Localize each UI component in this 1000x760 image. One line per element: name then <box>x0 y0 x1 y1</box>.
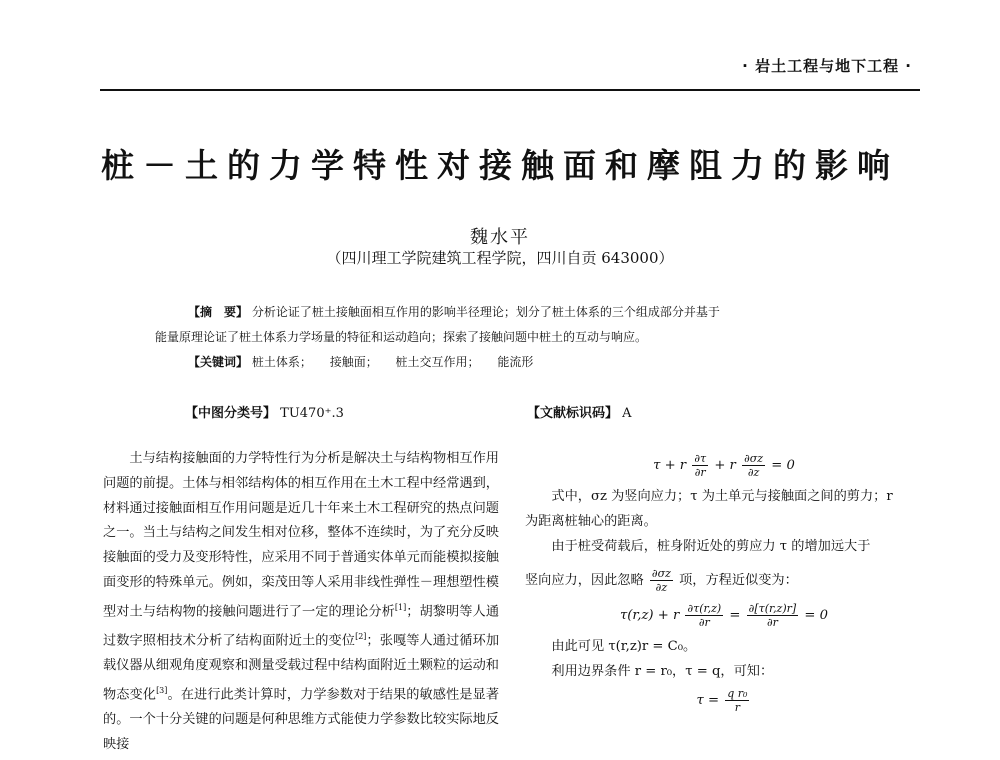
clc-number <box>185 402 344 421</box>
journal-section-label: · 岩土工程与地下工程 · <box>742 57 912 75</box>
citation-ref: [1] <box>394 602 407 612</box>
text-line: 竖向应力，因此忽略 $\frac{\partial\sigma z}{\partial z}$ 项，方程近似变为： <box>525 567 798 595</box>
abstract-line-1 <box>155 300 875 325</box>
text-line: 由此可见 τ(r,z)r = C₀。 <box>551 639 697 655</box>
text-line: 式中，σz 为竖向应力；τ 为土单元与接触面之间的剪力；r <box>551 489 893 504</box>
paper-title: 桩－土的力学特性对接触面和摩阻力的影响 <box>101 146 899 185</box>
text-line: 为距离桩轴心的距离。 <box>525 513 657 529</box>
body-left-column <box>103 447 499 758</box>
doc-code-label: 【文献标识码】 <box>527 406 619 421</box>
keyword-item: 桩土交互作用； <box>395 355 480 369</box>
header-rule <box>100 89 920 91</box>
doc-code-value: A <box>622 406 632 421</box>
document-code <box>527 402 632 421</box>
abstract-line-2: 能量原理论证了桩土体系力学场量的特征和运动趋向；探索了接触问题中桩土的互动与响应。 <box>155 330 648 344</box>
author-name: 魏水平 <box>470 227 530 248</box>
abstract-block <box>155 300 875 375</box>
author-affiliation: （四川理工学院建筑工程学院，四川自贡 643000） <box>326 249 674 267</box>
keyword-item: 接触面； <box>329 355 378 369</box>
abstract-text-1: 分析论证了桩土接触面相互作用的影响半径理论；划分了桩土体系的三个组成部分并基于 <box>251 305 720 319</box>
intro-paragraph: 土与结构接触面的力学特性行为分析是解决土与结构物相互作用问题的前提。土体与相邻结构体的相互作用在土木工程中经常遇到，材料通过接触面相互作用问题是近几十年来土木工程研究的热点问题之一。当土与结构之间发生相对位移，整体不连续时，为了充分反映接触面的受力及变形特性，应采用不同于普通实体单元而能模拟接触面变形的特殊单元。例如，栾茂田等人采用非线性弹性－理想塑性模型对土与结构物的接触问题进行了一定的理论分析[1]；胡黎明等人通过数字照相技术分析了结构面附近土的变位[2]；张嘎等人通过循环加载仪器从细观角度观察和测量受载过程中结构面附近土颗粒的运动和物态变化[3]。在进行此类计算时，力学参数对于结果的敏感性是显著的。一个十分关键的问题是何种思维方式能使力学参数比较实际地反映接 <box>103 451 500 752</box>
equation-3: τ = $\frac{\text{q r₀}}{r}$ <box>696 686 748 714</box>
keyword-item: 能流形 <box>497 355 534 369</box>
keyword-item: 桩土体系； <box>251 355 312 369</box>
text-line: 由于桩受荷载后，桩身附近处的剪应力 τ 的增加远大于 <box>551 538 871 554</box>
equation-1: τ + r $\frac{\partial\tau}{\partial r}$ + r $\frac{\partial\sigma z}{\partial z}$ = 0 <box>653 452 795 479</box>
keywords-line <box>155 350 875 375</box>
clc-label: 【中图分类号】 <box>185 406 277 421</box>
equation-2: τ(r,z) + r $\frac{\partial\tau(r,z)}{\partial r}$ = $\frac{\partial[\tau(r,z)r]}{\partial r}$ = 0 <box>619 602 829 630</box>
text-line: 利用边界条件 r = r₀，τ = q，可知： <box>551 664 774 680</box>
citation-ref: [3] <box>156 685 168 695</box>
keywords-label: 【关键词】 <box>188 355 249 369</box>
clc-value: TU470⁺.3 <box>280 406 344 421</box>
abstract-label: 【摘 要】 <box>188 305 249 319</box>
body-right-column <box>525 452 923 714</box>
citation-ref: [2] <box>355 631 367 641</box>
